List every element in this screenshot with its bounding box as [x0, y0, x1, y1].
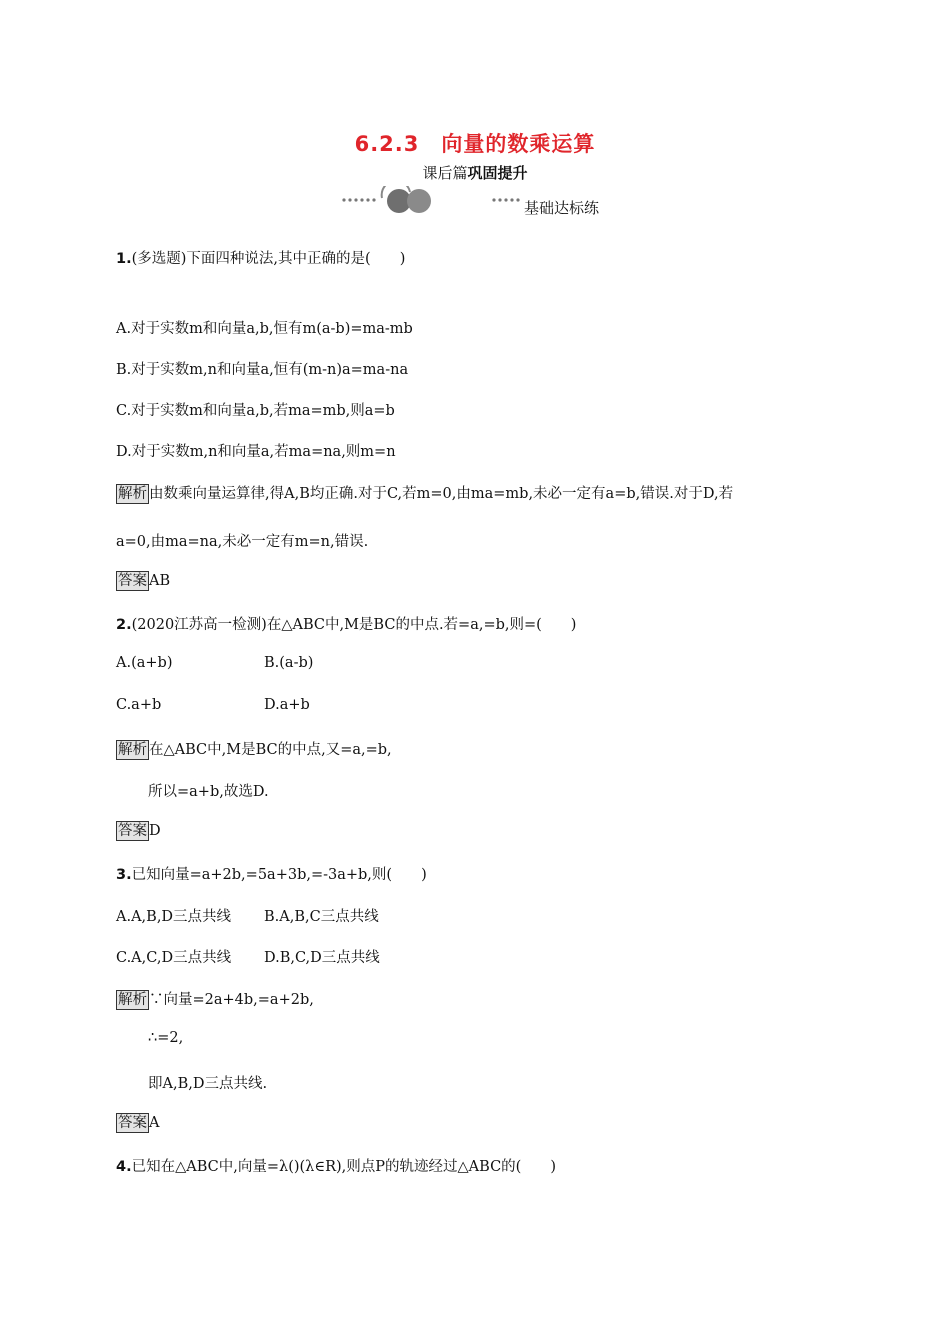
- q3-number: 3.: [116, 867, 132, 883]
- q1-answer: AB: [149, 573, 171, 589]
- answer-tag: 答案: [118, 1115, 147, 1131]
- answer-tag: 答案: [118, 573, 147, 589]
- q3-stem-text: 已知向量=a+2b,=5a+3b,=-3a+b,则( ): [131, 867, 427, 883]
- q3-answer: A: [149, 1115, 160, 1131]
- q1-number: 1.: [116, 251, 132, 267]
- analysis-tag: 解析: [118, 742, 147, 758]
- q2-options-row-2: [116, 697, 310, 713]
- q4-stem: [116, 1155, 556, 1176]
- q4-number: 4.: [116, 1159, 132, 1175]
- q2-stem-text: (2020江苏高一检测)在△ABC中,M是BC的中点.若=a,=b,则=( ): [131, 617, 577, 633]
- q3-option-c: C.A,C,D三点共线: [116, 950, 232, 966]
- q1-option-d: D.对于实数m,n和向量a,若ma=na,则m=n: [116, 444, 396, 460]
- q1-analysis-line-2: a=0,由ma=na,未必一定有m=n,错误.: [116, 534, 369, 550]
- subtitle-prefix: 课后篇: [422, 164, 468, 182]
- q1-option-b: B.对于实数m,n和向量a,恒有(m-n)a=ma-na: [116, 362, 409, 378]
- q3-analysis-line-3: 即A,B,D三点共线.: [148, 1076, 268, 1092]
- q3-option-b: B.A,B,C三点共线: [264, 909, 379, 925]
- q1-answer-line: [116, 571, 170, 591]
- q2-answer: D: [149, 823, 161, 839]
- q3-analysis-line-2: ∴=2,: [148, 1030, 184, 1046]
- q2-option-c: C.a+b: [116, 697, 162, 713]
- q1-stem-text: (多选题)下面四种说法,其中正确的是( ): [131, 251, 406, 267]
- q3-option-a: A.A,B,D三点共线: [116, 909, 232, 925]
- q3-analysis-line-1: [116, 988, 314, 1010]
- q2-stem: [116, 613, 576, 634]
- q1-analysis-text-1: 由数乘向量运算律,得A,B均正确.对于C,若m=0,由ma=mb,未必一定有a=b,错误.对于D,若: [149, 486, 734, 502]
- q2-option-d: D.a+b: [264, 697, 310, 713]
- q2-answer-line: [116, 821, 161, 841]
- q2-option-b: B.(a-b): [264, 655, 314, 671]
- q3-stem: [116, 863, 427, 884]
- analysis-tag: 解析: [118, 486, 147, 502]
- page-subtitle: [0, 162, 950, 183]
- q2-options-row-1: [116, 655, 314, 671]
- q1-analysis-line-1: [116, 482, 733, 504]
- q3-analysis-text-1: ∵向量=2a+4b,=a+2b,: [149, 992, 314, 1008]
- q2-option-a: A.(a+b): [116, 655, 173, 671]
- q3-answer-line: [116, 1113, 159, 1133]
- q2-analysis-text-1: 在△ABC中,M是BC的中点,又=a,=b,: [149, 742, 392, 758]
- analysis-tag: 解析: [118, 992, 147, 1008]
- q3-options-row-2: [116, 946, 380, 967]
- q3-options-row-1: [116, 905, 379, 926]
- answer-tag: 答案: [118, 823, 147, 839]
- q2-number: 2.: [116, 617, 132, 633]
- subtitle-bold: 巩固提升: [467, 164, 528, 182]
- q4-stem-text: 已知在△ABC中,向量=λ()(λ∈R),则点P的轨迹经过△ABC的( ): [131, 1159, 556, 1175]
- q2-analysis-line-2: 所以=a+b,故选D.: [148, 784, 269, 800]
- q3-option-d: D.B,C,D三点共线: [264, 950, 380, 966]
- q1-stem: [116, 247, 405, 268]
- section-label: 基础达标练: [524, 199, 600, 217]
- page-title: 6.2.3 向量的数乘运算: [354, 132, 596, 156]
- q2-analysis-line-1: [116, 738, 392, 760]
- q1-option-a: A.对于实数m和向量a,b,恒有m(a-b)=ma-mb: [116, 321, 413, 337]
- q1-option-c: C.对于实数m和向量a,b,若ma=mb,则a=b: [116, 403, 395, 419]
